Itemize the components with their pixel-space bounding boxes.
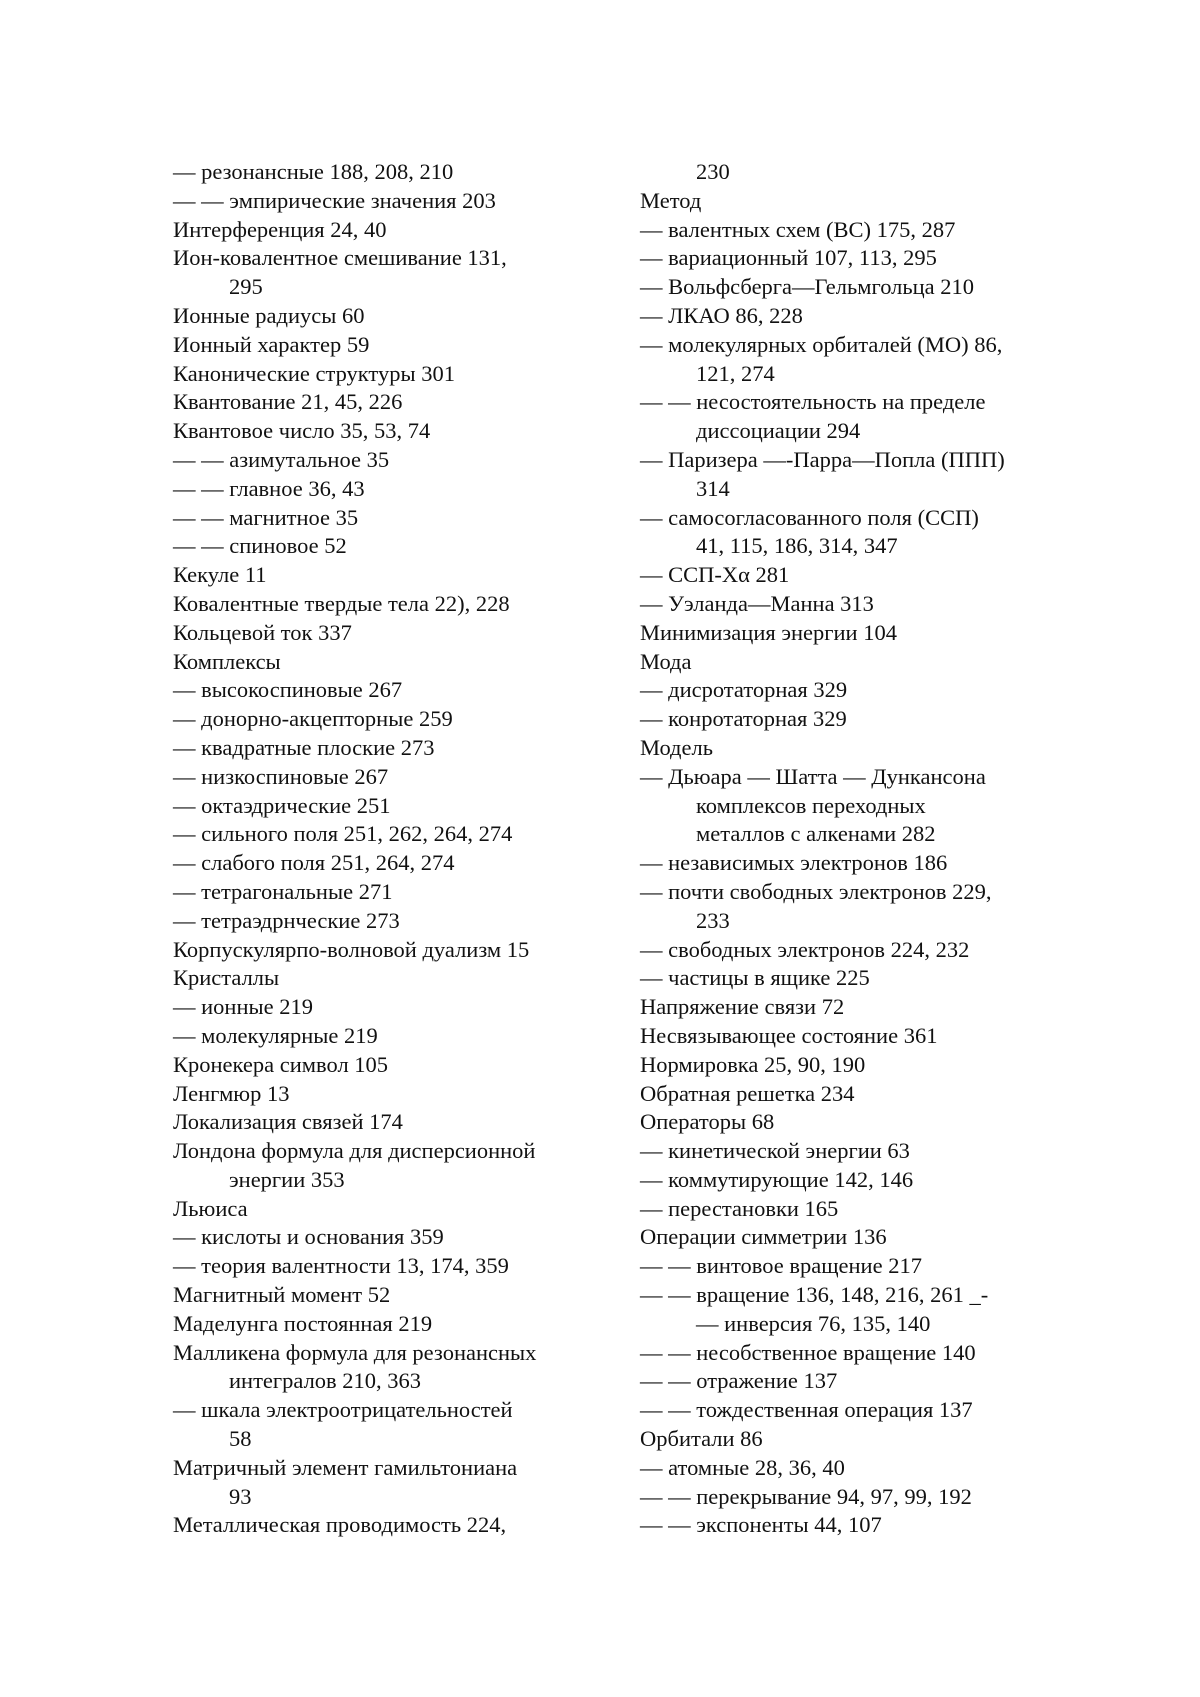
- index-entry: Ленгмюр 13: [173, 1080, 290, 1106]
- index-entry: — Паризера —-Парра—Попла (ППП): [640, 446, 1005, 472]
- index-entry: — конротаторная 329: [640, 706, 847, 732]
- index-entry: Малликена формула для резонансных: [173, 1339, 537, 1365]
- index-entry: Операции симметрии 136: [640, 1224, 887, 1250]
- index-entry: — ЛКАО 86, 228: [640, 302, 803, 328]
- index-entry-continuation: интегралов 210, 363: [229, 1368, 422, 1394]
- index-entry: — — перекрывание 94, 97, 99, 192: [640, 1483, 972, 1509]
- index-entry: — вариационный 107, 113, 295: [640, 245, 937, 271]
- index-entry: Нормировка 25, 90, 190: [640, 1051, 866, 1077]
- index-entry: Кронекера символ 105: [173, 1051, 389, 1077]
- index-entry: — — несобственное вращение 140: [640, 1339, 976, 1365]
- index-entry: — почти свободных электронов 229,: [640, 878, 992, 904]
- index-entry: Интерференция 24, 40: [173, 216, 387, 242]
- index-entry: Квантовое число 35, 53, 74: [173, 418, 431, 444]
- index-entry: Операторы 68: [640, 1109, 775, 1135]
- index-entry-continuation: диссоциации 294: [696, 418, 861, 444]
- index-entry: — тетраэдрнческие 273: [173, 907, 400, 933]
- index-entry: Локализация связей 174: [173, 1109, 403, 1135]
- index-entry-continuation: энергии 353: [229, 1166, 345, 1192]
- index-entry: — независимых электронов 186: [640, 850, 948, 876]
- index-entry: Льюиса: [173, 1195, 248, 1221]
- index-entry: Мода: [640, 648, 692, 674]
- index-entry: Кекуле 11: [173, 562, 267, 588]
- index-entry: Магнитный момент 52: [173, 1282, 391, 1308]
- index-entry: — молекулярных орбиталей (МО) 86,: [640, 331, 1003, 357]
- index-entry: — слабого поля 251, 264, 274: [173, 850, 455, 876]
- index-entry: — сильного поля 251, 262, 264, 274: [173, 821, 513, 847]
- index-entry: — свободных электронов 224, 232: [640, 936, 970, 962]
- index-entry: Лондона формула для дисперсионной: [173, 1138, 536, 1164]
- index-entry: Кристаллы: [173, 965, 280, 991]
- index-entry-continuation: 314: [696, 475, 730, 501]
- index-entry: — — экспоненты 44, 107: [640, 1512, 882, 1538]
- index-entry: Орбитали 86: [640, 1426, 763, 1452]
- index-entry: Маделунга постоянная 219: [173, 1310, 433, 1336]
- index-entry: — донорно-акцепторные 259: [173, 706, 453, 732]
- index-entry: Комплексы: [173, 648, 281, 674]
- index-entry: — — главное 36, 43: [173, 475, 365, 501]
- index-entry: — — магнитное 35: [173, 504, 359, 530]
- index-entry: Канонические структуры 301: [173, 360, 455, 386]
- index-entry: — молекулярные 219: [173, 1022, 378, 1048]
- index-entry: Ковалентные твердые тела 22), 228: [173, 590, 510, 616]
- index-entry: Модель: [640, 734, 713, 760]
- index-entry: — — отражение 137: [640, 1368, 838, 1394]
- index-entry: Ионный характер 59: [173, 331, 370, 357]
- index-column-left: [173, 158, 585, 1540]
- index-entry: Ион-ковалентное смешивание 131,: [173, 245, 507, 271]
- index-column-right: [640, 158, 1040, 1540]
- index-entry: Минимизация энергии 104: [640, 619, 897, 645]
- index-entry-continuation: 41, 115, 186, 314, 347: [696, 533, 898, 559]
- index-entry: — валентных схем (ВС) 175, 287: [640, 216, 956, 242]
- index-entry-continuation: 233: [696, 907, 730, 933]
- index-entry-continuation: металлов с алкенами 282: [696, 821, 936, 847]
- index-entry: — Вольфсберга—Гельмгольца 210: [640, 274, 975, 300]
- index-entry: — перестановки 165: [640, 1195, 839, 1221]
- index-entry: Обратная решетка 234: [640, 1080, 855, 1106]
- index-entry: — Дьюара — Шатта — Дункансона: [640, 763, 986, 789]
- index-entry-continuation: 58: [229, 1426, 252, 1452]
- index-entry: — квадратные плоские 273: [173, 734, 435, 760]
- index-entry: — тетрагональные 271: [173, 878, 393, 904]
- index-entry: — атомные 28, 36, 40: [640, 1454, 845, 1480]
- index-entry: Напряжение связи 72: [640, 994, 845, 1020]
- index-entry: — ССП-Xα 281: [640, 562, 790, 588]
- index-entry: Металлическая проводимость 224,: [173, 1512, 507, 1538]
- index-entry: Несвязывающее состояние 361: [640, 1022, 938, 1048]
- index-entry: Корпускулярпо-волновой дуализм 15: [173, 936, 530, 962]
- index-entry: — самосогласованного поля (ССП): [640, 504, 979, 530]
- index-entry: — шкала электроотрицательностей: [173, 1397, 513, 1423]
- index-entry: — частицы в ящике 225: [640, 965, 870, 991]
- index-entry: Ионные радиусы 60: [173, 302, 365, 328]
- index-entry: — кислоты и основания 359: [173, 1224, 444, 1250]
- index-entry-continuation: 93: [229, 1483, 252, 1509]
- index-entry: — коммутирующие 142, 146: [640, 1166, 914, 1192]
- index-entry-continuation: 295: [229, 274, 263, 300]
- index-entry: — — вращение 136, 148, 216, 261 _-: [640, 1282, 989, 1308]
- index-entry: — — тождественная операция 137: [640, 1397, 973, 1423]
- index-entry-continuation: — инверсия 76, 135, 140: [696, 1310, 931, 1336]
- index-entry-continuation: 230: [696, 159, 730, 184]
- index-entry: — — несостоятельность на пределе: [640, 389, 986, 415]
- index-entry: — — спиновое 52: [173, 533, 347, 559]
- index-entry: — октаэдрические 251: [173, 792, 391, 818]
- index-entry-continuation: комплексов переходных: [696, 792, 926, 818]
- index-entry: — — винтовое вращение 217: [640, 1253, 922, 1279]
- index-entry: — Уэланда—Манна 313: [640, 590, 874, 616]
- index-entry: — теория валентности 13, 174, 359: [173, 1253, 509, 1279]
- index-entry: — — эмпирические значения 203: [173, 187, 496, 213]
- index-entry: — кинетической энергии 63: [640, 1138, 910, 1164]
- index-entry: — ионные 219: [173, 994, 313, 1020]
- index-entry: — низкоспиновые 267: [173, 763, 389, 789]
- index-entry: Матричный элемент гамильтониана: [173, 1454, 518, 1480]
- index-entry: Кольцевой ток 337: [173, 619, 352, 645]
- index-entry: — дисротаторная 329: [640, 677, 848, 703]
- index-entry: Метод: [640, 187, 702, 213]
- index-entry: — резонансные 188, 208, 210: [173, 159, 454, 184]
- index-entry: Квантование 21, 45, 226: [173, 389, 403, 415]
- index-entry-continuation: 121, 274: [696, 360, 775, 386]
- index-entry: — высокоспиновые 267: [173, 677, 403, 703]
- index-entry: — — азимутальное 35: [173, 446, 390, 472]
